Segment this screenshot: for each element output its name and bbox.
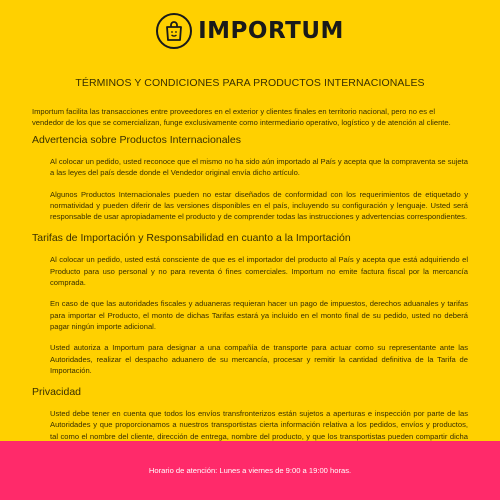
brand-logo[interactable]: [156, 13, 344, 49]
section-title-privacidad: Privacidad: [32, 386, 82, 399]
section-title-advertencia: Advertencia sobre Productos Internacionales: [32, 134, 241, 146]
terms-content: [0, 77, 500, 453]
section-paragraph: Al colocar un pedido, usted reconoce que el mismo no ha sido aún importado al País y acepta que la compraventa se sujeta a las leyes del país desde donde el Vendedor original envía dicho artículo.: [50, 157, 468, 178]
page-title: TÉRMINOS Y CONDICIONES PARA PRODUCTOS INTERNACIONALES: [75, 77, 425, 89]
shopping-bag-smile-icon: [156, 13, 192, 49]
footer: [0, 441, 500, 500]
footer-hours: Horario de atención: Lunes a viernes de 9:00 a 19:00 horas.: [148, 466, 352, 475]
section-paragraph: Al colocar un pedido, usted está consciente de que es el importador del producto al País y acepta que está adquiriendo el Producto para uso personal y no para reventa ó fines comerciales. Importum no emite factura fiscal por la mercancía comprada.: [50, 255, 468, 288]
section-paragraph: Usted debe tener en cuenta que todos los envíos transfronterizos están sujetos a aperturas e inspección por parte de las Autoridades y que proporcionamos a nuestros transportistas cierta información relativa a los pedidos, envíos y productos, tal como el nombre del cliente, dirección de entrega, nombre del producto, y que los transportistas pueden compartir dicha: [50, 409, 468, 441]
header: [0, 0, 500, 62]
brand-name: IMPORTUM: [198, 18, 344, 44]
intro-paragraph: Importum facilita las transacciones entre proveedores en el exterior y clientes finales en territorio nacional, pero no es el vendedor de los que se comercializan, funge exclusivamente como intermediario operativo, logístico y de atención al cliente.: [32, 107, 451, 127]
section-paragraph: En caso de que las autoridades fiscales y aduaneras requieran hacer un pago de impuestos, derechos aduanales y tarifas para importar el Producto, el monto de dichas Tarifas estará ya incluido en el monto final de su pedido, usted no deberá pagar ningún importe adicional.: [50, 299, 468, 331]
section-paragraph: Usted autoriza a Importum para designar a una compañía de transporte para actuar como su representante ante las Autoridades, realizar el despacho aduanero de su mercancía, procesar y remitir la cantidad definitiva de la Tarifa de Importación.: [50, 343, 468, 375]
section-title-tarifas: Tarifas de Importación y Responsabilidad en cuanto a la Importación: [32, 232, 351, 245]
section-paragraph: Algunos Productos Internacionales pueden no estar diseñados de conformidad con los requerimientos de etiquetado y normatividad y pueden diferir de las versiones disponibles en el país, incluyendo su configuración y lenguaje. Usted será responsable de usar apropiadamente el producto y de comprender todas las instrucciones y advertencias correspondientes.: [50, 189, 468, 222]
